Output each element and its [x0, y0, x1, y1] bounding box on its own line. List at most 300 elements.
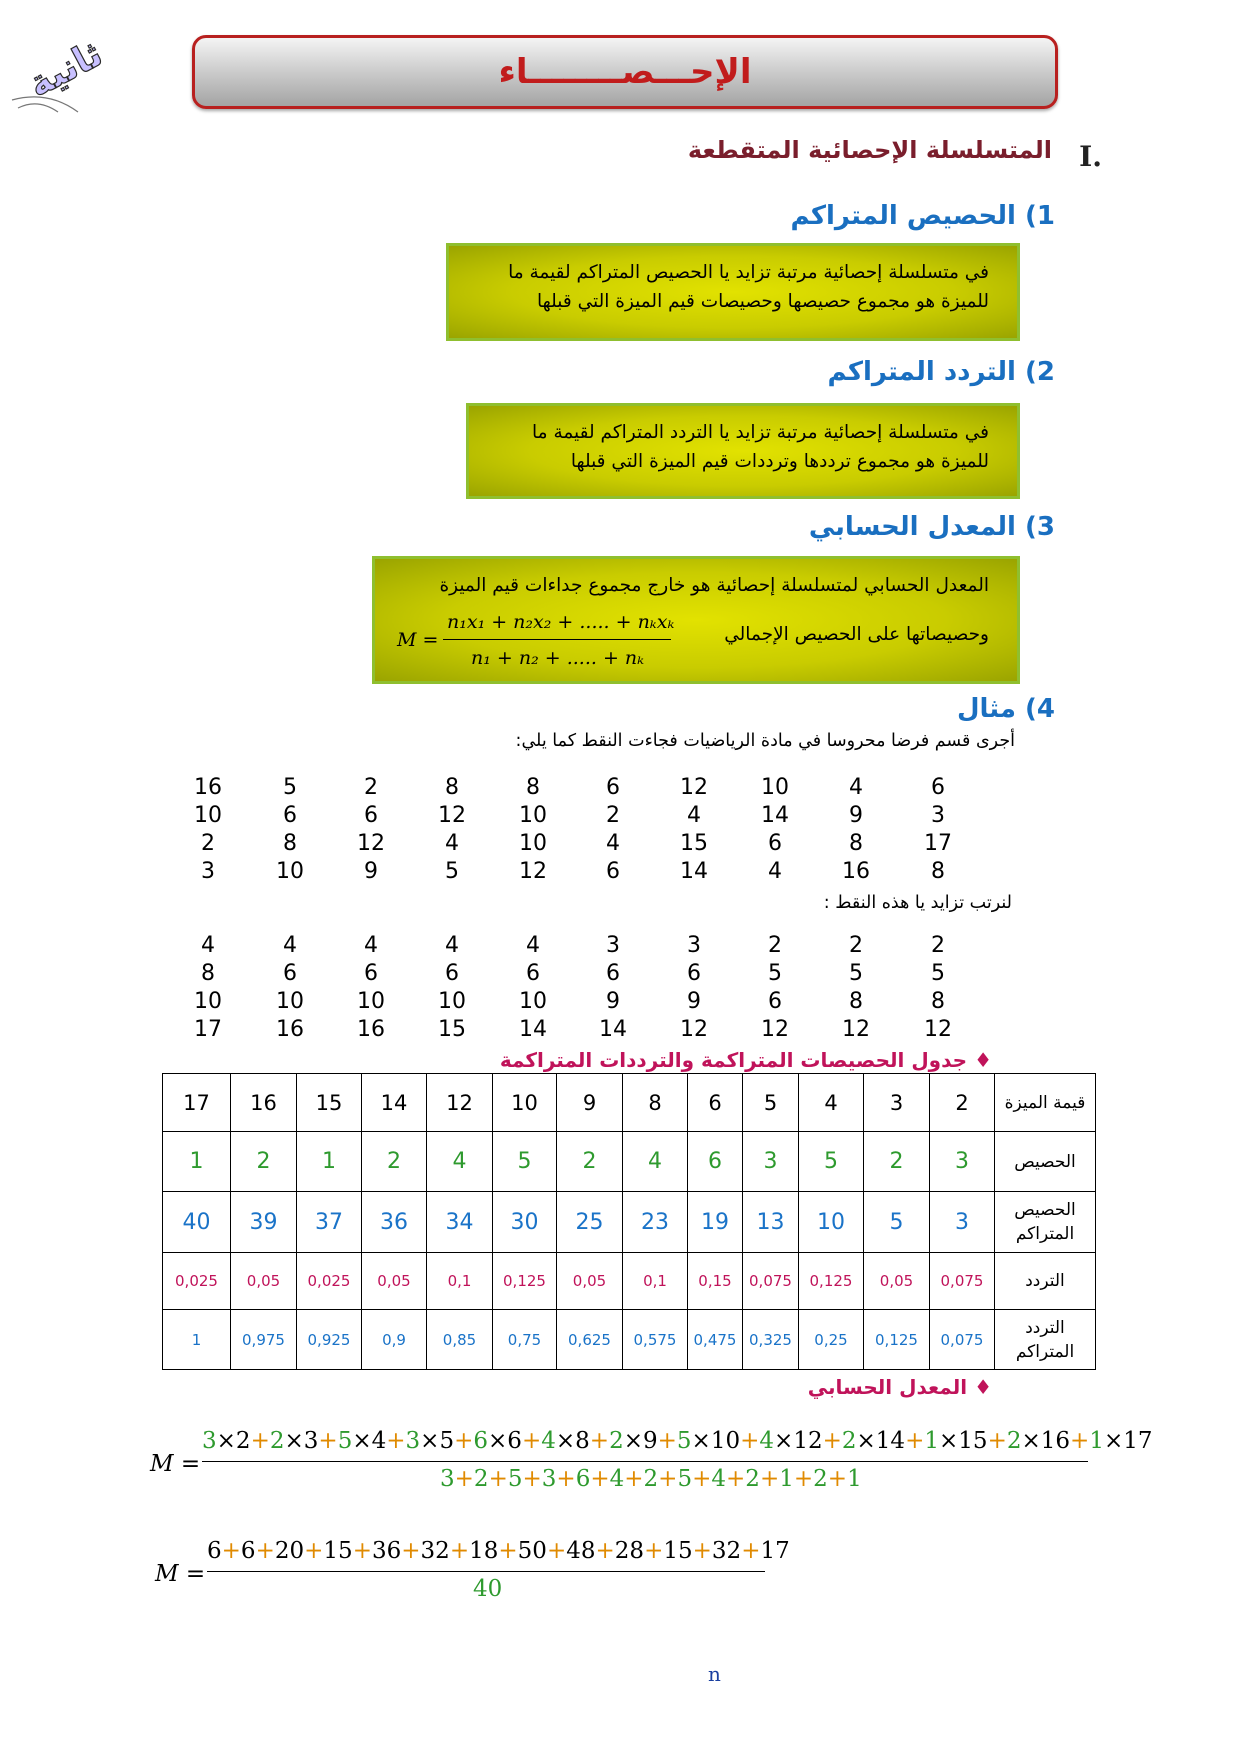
plus-sign: +: [827, 1466, 848, 1492]
product-term: 32: [711, 1538, 742, 1564]
grade-cell: 16: [357, 1017, 385, 1042]
definition-line: للميزة هو مجموع ترددها وترددات قيم الميزة التي قبلها: [570, 451, 989, 472]
grade-cell: 2: [201, 831, 215, 856]
grade-cell: 15: [438, 1017, 466, 1042]
count-term: 5: [507, 1466, 523, 1492]
count-term: 5: [337, 1428, 353, 1454]
grade-cell: 14: [519, 1017, 547, 1042]
plus-sign: +: [595, 1538, 615, 1564]
table-cell: 1: [163, 1132, 231, 1192]
row-label: الحصيص المتراكم: [995, 1192, 1096, 1253]
definition-box-cumulative-count: [446, 243, 1020, 341]
table-cell: 9: [557, 1074, 623, 1132]
plus-sign: +: [624, 1466, 644, 1492]
table-cell: 3: [930, 1192, 995, 1253]
table-cell: 15: [297, 1074, 362, 1132]
product-term: 32: [420, 1538, 450, 1564]
plus-sign: +: [822, 1428, 842, 1454]
times-sign: ×: [352, 1428, 372, 1454]
grade-cell: 12: [680, 775, 708, 800]
count-term: 2: [1006, 1428, 1022, 1454]
example-intro: أجرى قسم فرضا محروسا في مادة الرياضيات فجاءت النقط كما يلي:: [515, 731, 1015, 751]
value-term: 15: [958, 1428, 988, 1454]
grade-cell: 5: [445, 859, 459, 884]
plus-sign: +: [498, 1538, 518, 1564]
mean-denominator: 40: [473, 1576, 503, 1602]
formula-numerator: n₁x₁ + n₂x₂ + ..... + nₖxₖ: [447, 611, 675, 633]
mean-denominator: [440, 1466, 862, 1492]
plus-sign: +: [488, 1466, 508, 1492]
grade-cell: 16: [842, 859, 870, 884]
table-cell: 0,85: [427, 1310, 493, 1370]
table-cell: 0,075: [930, 1310, 995, 1370]
mean-formula: [395, 604, 695, 674]
grade-cell: 8: [849, 831, 863, 856]
count-term: 2: [745, 1466, 760, 1492]
definition-line: في متسلسلة إحصائية مرتبة تزايد يا التردد المتراكم لقيمة ما: [532, 422, 989, 443]
grade-cell: 8: [931, 989, 945, 1014]
value-term: 8: [575, 1428, 590, 1454]
table-row: [163, 1192, 1096, 1253]
plus-sign: +: [759, 1466, 780, 1492]
table-cell: 0,1: [623, 1253, 688, 1310]
grade-cell: 4: [445, 933, 459, 958]
subsection-1-title: 1) الحصيص المتراكم: [790, 201, 1055, 231]
times-sign: ×: [420, 1428, 440, 1454]
formula-row: [395, 600, 989, 680]
table-cell: 5: [493, 1132, 557, 1192]
plus-sign: +: [644, 1538, 664, 1564]
table-cell: 0,475: [688, 1310, 743, 1370]
table-cell: 2: [930, 1074, 995, 1132]
table-cell: 4: [623, 1132, 688, 1192]
grade-cell: 5: [931, 961, 945, 986]
times-sign: ×: [284, 1428, 304, 1454]
grade-cell: 10: [357, 989, 385, 1014]
value-term: 3: [303, 1428, 319, 1454]
count-term: 2: [643, 1466, 659, 1492]
page-number: n: [708, 1662, 721, 1686]
value-term: 9: [642, 1428, 658, 1454]
grade-cell: 8: [849, 989, 863, 1014]
mean-lhs: M =: [150, 1451, 201, 1477]
table-cell: 3: [864, 1074, 930, 1132]
grade-cell: 6: [445, 961, 459, 986]
plus-sign: +: [546, 1538, 567, 1564]
grade-cell: 8: [283, 831, 297, 856]
count-term: 4: [541, 1428, 556, 1454]
times-sign: ×: [623, 1428, 643, 1454]
grade-cell: 4: [849, 775, 863, 800]
definition-line: وحصيصاتها على الحصيص الإجمالي: [724, 624, 989, 645]
grade-cell: 2: [606, 803, 620, 828]
grade-cell: 4: [526, 933, 540, 958]
sorted-grades-grid: [194, 933, 1020, 1051]
table-row: [163, 1074, 1096, 1132]
grade-cell: 14: [680, 859, 708, 884]
value-term: 14: [875, 1428, 906, 1454]
table-cell: 2: [231, 1132, 297, 1192]
table-cell: 1: [163, 1310, 231, 1370]
table-cell: 3: [743, 1132, 799, 1192]
times-sign: ×: [856, 1428, 876, 1454]
table-row: [163, 1132, 1096, 1192]
plus-sign: +: [590, 1466, 610, 1492]
table-cell: 0,625: [557, 1310, 623, 1370]
subsection-3-title: 3) المعدل الحسابي: [808, 512, 1055, 542]
count-term: 4: [759, 1428, 775, 1454]
plus-sign: +: [386, 1428, 406, 1454]
table-cell: 30: [493, 1192, 557, 1253]
table-cell: 0,05: [231, 1253, 297, 1310]
plus-sign: +: [352, 1538, 372, 1564]
value-term: 2: [235, 1428, 251, 1454]
grade-cell: 6: [768, 989, 782, 1014]
table-cell: 39: [231, 1192, 297, 1253]
table-cell: 3: [930, 1132, 995, 1192]
fraction-bar: [207, 1571, 765, 1572]
product-term: 15: [323, 1538, 353, 1564]
count-term: 2: [609, 1428, 624, 1454]
count-term: 3: [405, 1428, 421, 1454]
grade-cell: 6: [283, 961, 297, 986]
product-term: 6: [240, 1538, 256, 1564]
mean-heading-text: المعدل الحسابي: [807, 1375, 968, 1399]
table-cell: 34: [427, 1192, 493, 1253]
table-cell: 0,1: [427, 1253, 493, 1310]
table-cell: 0,075: [930, 1253, 995, 1310]
count-term: 4: [609, 1466, 625, 1492]
table-cell: 0,125: [493, 1253, 557, 1310]
grade-cell: 3: [201, 859, 215, 884]
plus-sign: +: [987, 1428, 1007, 1454]
grade-cell: 8: [201, 961, 215, 986]
plus-sign: +: [454, 1466, 474, 1492]
grade-cell: 9: [606, 989, 620, 1014]
count-term: 1: [1089, 1428, 1104, 1454]
plus-sign: +: [657, 1428, 677, 1454]
times-sign: ×: [939, 1428, 959, 1454]
grade-cell: 10: [194, 989, 222, 1014]
grade-cell: 10: [519, 989, 547, 1014]
plus-sign: +: [250, 1428, 270, 1454]
table-cell: 0,925: [297, 1310, 362, 1370]
table-cell: 0,025: [163, 1253, 231, 1310]
grade-cell: 4: [201, 933, 215, 958]
grade-cell: 4: [364, 933, 378, 958]
definition-line: المعدل الحسابي لمتسلسلة إحصائية هو خارج مجموع جداءات قيم الميزة: [439, 575, 989, 596]
table-cell: 19: [688, 1192, 743, 1253]
grade-cell: 4: [283, 933, 297, 958]
plus-sign: +: [304, 1538, 324, 1564]
value-term: 5: [439, 1428, 455, 1454]
bullet-icon: ♦: [974, 1375, 992, 1399]
plus-sign: +: [221, 1538, 241, 1564]
table-cell: 36: [362, 1192, 427, 1253]
product-term: 28: [614, 1538, 645, 1564]
grade-cell: 14: [761, 803, 789, 828]
table-cell: 16: [231, 1074, 297, 1132]
grade-cell: 17: [924, 831, 952, 856]
raw-grades-grid: [194, 775, 1020, 893]
table-cell: 40: [163, 1192, 231, 1253]
table-cell: 2: [557, 1132, 623, 1192]
value-term: 17: [1123, 1428, 1153, 1454]
count-term: 1: [779, 1466, 794, 1492]
table-cell: 0,75: [493, 1310, 557, 1370]
product-term: 48: [566, 1538, 596, 1564]
grade-cell: 10: [276, 989, 304, 1014]
table-cell: 14: [362, 1074, 427, 1132]
grade-cell: 6: [687, 961, 701, 986]
table-cell: 25: [557, 1192, 623, 1253]
plus-sign: +: [556, 1466, 576, 1492]
plus-sign: +: [318, 1428, 338, 1454]
grade-cell: 10: [438, 989, 466, 1014]
times-sign: ×: [774, 1428, 794, 1454]
count-term: 5: [677, 1466, 693, 1492]
table-cell: 0,25: [799, 1310, 864, 1370]
table-cell: 1: [297, 1132, 362, 1192]
plus-sign: +: [905, 1428, 925, 1454]
bullet-icon: ♦: [974, 1048, 992, 1072]
grade-cell: 6: [526, 961, 540, 986]
times-sign: ×: [216, 1428, 236, 1454]
table-cell: 0,575: [623, 1310, 688, 1370]
grade-cell: 5: [849, 961, 863, 986]
plus-sign: +: [522, 1466, 542, 1492]
product-term: 18: [469, 1538, 499, 1564]
mean-calculation-1: [150, 1428, 1153, 1508]
table-cell: 13: [743, 1192, 799, 1253]
grade-cell: 4: [687, 803, 701, 828]
table-cell: 23: [623, 1192, 688, 1253]
grade-cell: 10: [519, 831, 547, 856]
row-label: التردد: [995, 1253, 1096, 1310]
definition-box-mean: [372, 556, 1020, 684]
plus-sign: +: [1070, 1428, 1090, 1454]
grade-cell: 14: [599, 1017, 627, 1042]
svg-text:ثانية: ثانية: [21, 33, 110, 106]
grade-cell: 9: [687, 989, 701, 1014]
grade-cell: 6: [606, 961, 620, 986]
mean-numerator: [202, 1428, 1153, 1454]
table-cell: 0,075: [743, 1253, 799, 1310]
grade-cell: 4: [768, 859, 782, 884]
count-term: 1: [847, 1466, 862, 1492]
table-cell: 10: [799, 1192, 864, 1253]
table-cell: 37: [297, 1192, 362, 1253]
table-row: [163, 1310, 1096, 1370]
grade-cell: 6: [364, 961, 378, 986]
definition-line: للميزة هو مجموع حصيصها وحصيصات قيم الميزة التي قبلها: [537, 291, 989, 312]
fraction-bar: [443, 639, 671, 640]
definition-line: في متسلسلة إحصائية مرتبة تزايد يا الحصيص المتراكم لقيمة ما: [508, 262, 989, 283]
grade-cell: 2: [931, 933, 945, 958]
page-title: الإحـــصــــــــاء: [498, 52, 752, 92]
fraction-bar: [202, 1461, 1088, 1462]
section-title: المتسلسلة الإحصائية المتقطعة: [687, 136, 1052, 164]
table-cell: 0,975: [231, 1310, 297, 1370]
subsection-4-title: 4) مثال: [956, 694, 1055, 724]
grade-cell: 6: [606, 775, 620, 800]
grade-cell: 10: [761, 775, 789, 800]
table-cell: 0,05: [557, 1253, 623, 1310]
grade-cell: 6: [768, 831, 782, 856]
plus-sign: +: [449, 1538, 470, 1564]
title-banner: [192, 35, 1058, 109]
product-term: 17: [760, 1538, 790, 1564]
table-cell: 0,025: [297, 1253, 362, 1310]
grade-cell: 5: [283, 775, 297, 800]
value-term: 16: [1040, 1428, 1071, 1454]
table-cell: 2: [864, 1132, 930, 1192]
product-term: 50: [517, 1538, 547, 1564]
grade-cell: 2: [364, 775, 378, 800]
plus-sign: +: [521, 1428, 542, 1454]
grade-cell: 3: [687, 933, 701, 958]
times-sign: ×: [488, 1428, 508, 1454]
table-title-text: جدول الحصيصات المتراكمة والترددات المتراكمة: [499, 1048, 968, 1072]
grade-cell: 16: [276, 1017, 304, 1042]
grade-cell: 4: [445, 831, 459, 856]
plus-sign: +: [740, 1428, 760, 1454]
grade-cell: 17: [194, 1017, 222, 1042]
count-term: 3: [541, 1466, 557, 1492]
count-term: 5: [676, 1428, 692, 1454]
times-sign: ×: [1103, 1428, 1124, 1454]
grade-cell: 6: [364, 803, 378, 828]
plus-sign: +: [726, 1466, 746, 1492]
grade-cell: 8: [526, 775, 540, 800]
grade-cell: 8: [445, 775, 459, 800]
section-number: I.: [1079, 140, 1102, 173]
value-term: 6: [507, 1428, 522, 1454]
count-term: 3: [202, 1428, 217, 1454]
count-term: 2: [813, 1466, 828, 1492]
table-cell: 0,125: [864, 1310, 930, 1370]
times-sign: ×: [555, 1428, 576, 1454]
grade-cell: 2: [768, 933, 782, 958]
table-cell: 5: [743, 1074, 799, 1132]
table-cell: 6: [688, 1132, 743, 1192]
row-label: الحصيص: [995, 1132, 1096, 1192]
count-term: 2: [269, 1428, 285, 1454]
product-term: 36: [371, 1538, 402, 1564]
grade-cell: 10: [276, 859, 304, 884]
count-term: 3: [440, 1466, 455, 1492]
table-cell: 0,325: [743, 1310, 799, 1370]
value-term: 12: [793, 1428, 823, 1454]
table-cell: 4: [799, 1074, 864, 1132]
table-cell: 6: [688, 1074, 743, 1132]
count-term: 2: [841, 1428, 857, 1454]
grade-cell: 2: [849, 933, 863, 958]
plus-sign: +: [658, 1466, 678, 1492]
grade-cell: 12: [357, 831, 385, 856]
grade-cell: 9: [849, 803, 863, 828]
table-cell: 10: [493, 1074, 557, 1132]
table-cell: 12: [427, 1074, 493, 1132]
plus-sign: +: [793, 1466, 814, 1492]
sort-instruction: لنرتب تزايد يا هذه النقط :: [823, 893, 1012, 913]
table-cell: 0,05: [362, 1253, 427, 1310]
table-cell: 4: [427, 1132, 493, 1192]
product-term: 15: [663, 1538, 693, 1564]
table-cell: 0,05: [864, 1253, 930, 1310]
grade-cell: 9: [364, 859, 378, 884]
mean-calculation-2: [155, 1538, 795, 1618]
times-sign: ×: [1021, 1428, 1041, 1454]
value-term: 4: [371, 1428, 387, 1454]
grade-cell: 3: [931, 803, 945, 828]
grade-cell: 6: [606, 859, 620, 884]
grade-cell: 15: [680, 831, 708, 856]
grade-cell: 12: [761, 1017, 789, 1042]
plus-sign: +: [255, 1538, 275, 1564]
grade-cell: 5: [768, 961, 782, 986]
table-cell: 2: [362, 1132, 427, 1192]
row-label: قيمة الميزة: [995, 1074, 1096, 1132]
product-term: 6: [207, 1538, 222, 1564]
count-term: 4: [711, 1466, 727, 1492]
mean-lhs: M =: [155, 1561, 206, 1587]
table-cell: 5: [864, 1192, 930, 1253]
grade-cell: 12: [519, 859, 547, 884]
table-row: [163, 1253, 1096, 1310]
formula-lhs: M =: [397, 629, 439, 651]
grade-cell: 12: [924, 1017, 952, 1042]
grade-cell: 10: [194, 803, 222, 828]
table-cell: 0,15: [688, 1253, 743, 1310]
count-term: 6: [473, 1428, 489, 1454]
corner-logo: [8, 20, 128, 115]
grade-cell: 6: [931, 775, 945, 800]
grade-cell: 16: [194, 775, 222, 800]
plus-sign: +: [692, 1466, 712, 1492]
table-title: [500, 1048, 992, 1072]
formula-denominator: n₁ + n₂ + ..... + nₖ: [471, 647, 645, 669]
count-term: 2: [473, 1466, 489, 1492]
table-cell: 5: [799, 1132, 864, 1192]
plus-sign: +: [454, 1428, 474, 1454]
value-term: 10: [710, 1428, 741, 1454]
mean-numerator: [207, 1538, 790, 1564]
grade-cell: 12: [680, 1017, 708, 1042]
grade-cell: 8: [931, 859, 945, 884]
plus-sign: +: [589, 1428, 610, 1454]
grade-cell: 3: [606, 933, 620, 958]
times-sign: ×: [691, 1428, 711, 1454]
definition-box-cumulative-frequency: [466, 403, 1020, 499]
row-label: التردد المتراكم: [995, 1310, 1096, 1370]
table-cell: 17: [163, 1074, 231, 1132]
table-cell: 0,125: [799, 1253, 864, 1310]
grade-cell: 12: [842, 1017, 870, 1042]
mean-heading: [808, 1375, 992, 1399]
grade-cell: 6: [283, 803, 297, 828]
count-term: 6: [575, 1466, 591, 1492]
grade-cell: 12: [438, 803, 466, 828]
subsection-2-title: 2) التردد المتراكم: [827, 357, 1055, 387]
count-term: 1: [924, 1428, 939, 1454]
plus-sign: +: [692, 1538, 712, 1564]
grade-cell: 10: [519, 803, 547, 828]
plus-sign: +: [741, 1538, 761, 1564]
cumulative-table: [162, 1073, 1096, 1370]
grade-cell: 4: [606, 831, 620, 856]
table-cell: 0,9: [362, 1310, 427, 1370]
